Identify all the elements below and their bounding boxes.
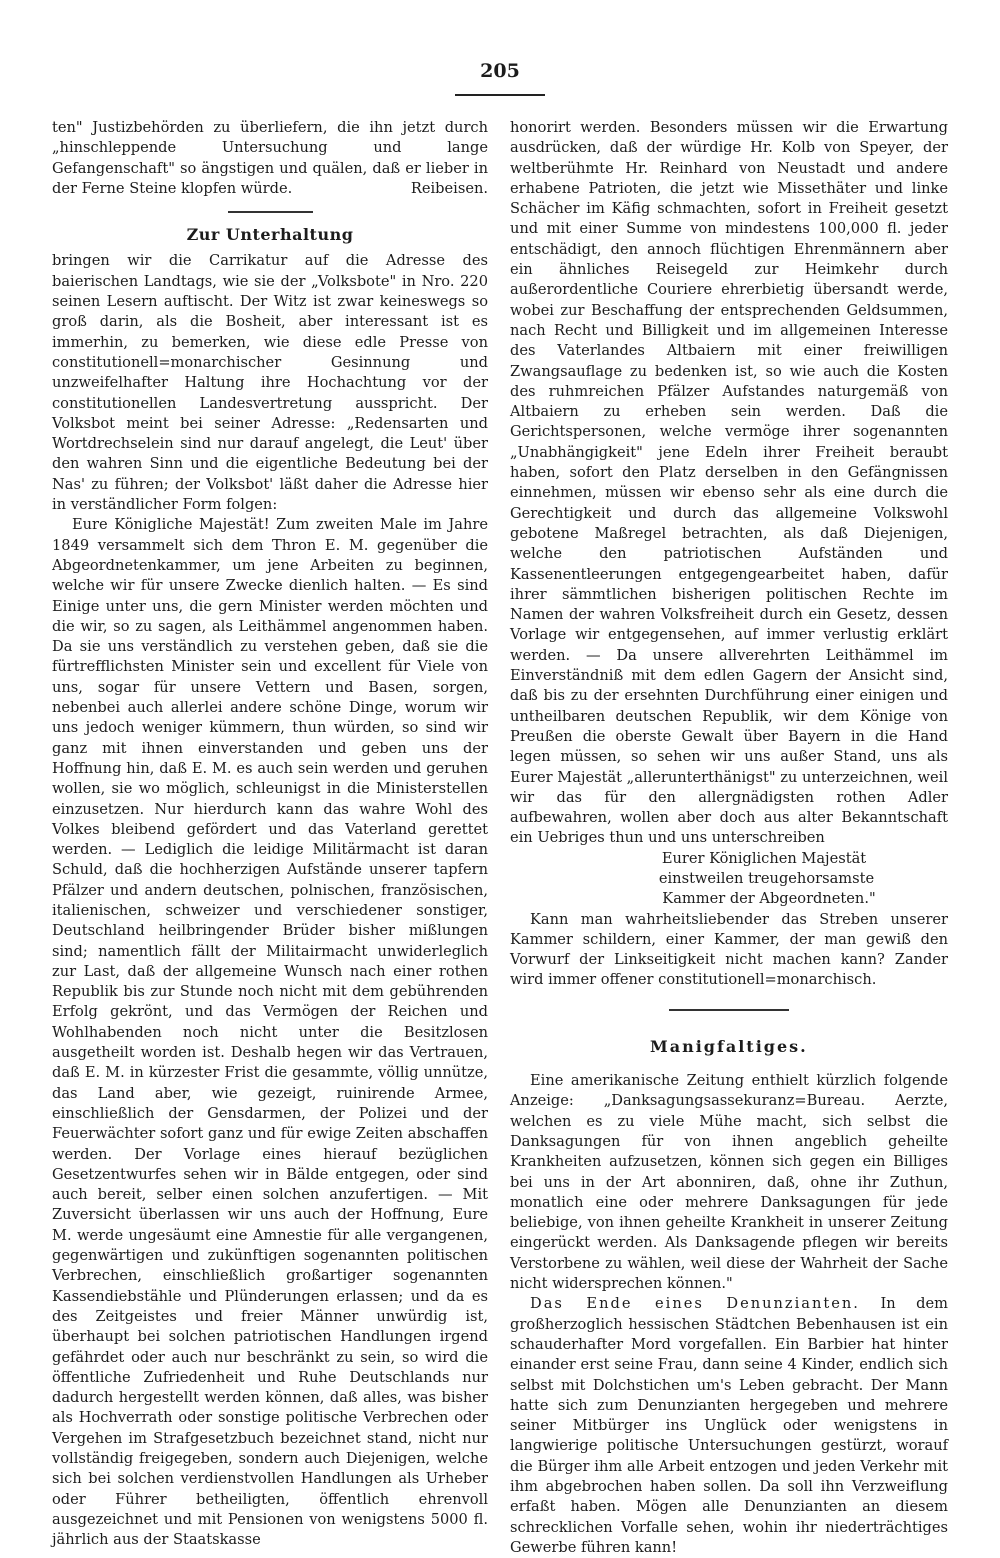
manigfaltiges-paragraph-1: Eine amerikanische Zeitung enthielt kürzlich folgende Anzeige: „Danksagungsassekuranz=Bureau. Aerzte, welchen es zu viele Mühe macht, sich selbst die Danksagungen für von ihnen angeblich geheilte Krankheiten aufzusetzen, können sich gegen ein Billiges bei uns in der Art abonniren, daß, ohne ihr Zuthun, monatlich eine oder mehrere Danksagungen für jede beliebige, von ihnen geheilte Krankheit in unserer Zeitung eingerückt werden. Als Danksagende pflegen wir bereits Verstorbene zu wählen, weil diese der Wahrheit der Sache nicht widersprechen können." xyxy=(510,1072,948,1293)
unterhaltung-paragraph-1: bringen wir die Carrikatur auf die Adresse des baierischen Landtags, wie sie der „Volksbote" in Nro. 220 seinen Lesern auftischt. Der Witz ist zwar keineswegs so groß darin, als die Bosheit, aber interessant ist es immerhin, zu bemerken, wie diese edle Presse von constitutionell=monarchischer Gesinnung und unzweifelhafter Haltung ihre Hochachtung vor der constitutionellen Landesvertretung ausspricht. Der Volksbot meint bei seiner Adresse: „Redensarten und Wortdrechselein sind nur darauf angelegt, die Leut' über den wahren Sinn und die eigentliche Bedeutung bei der Nas' zu führen; der Volksbot' läßt daher die Adresse hier in verständlicher Form folgen: xyxy=(52,252,488,514)
intro-text: ten" Justizbehörden zu überliefern, die ihn jetzt durch „hinschleppende Untersuchung und lange Gefangenschaft" so ängstigen und quälen, daß er lieber in der Ferne Steine klopfen würde. xyxy=(52,119,488,197)
denunziant-text: In dem großherzoglich hessischen Städtchen Bebenhausen ist ein schauderhafter Mord vorgefallen. Ein Barbier hat hinter einander erst seine Frau, dann seine 4 Kinder, endlich sich selbst mit Dolchstichen um's Leben gebracht. Der Mann hatte sich zum Denunzianten hergegeben und mehrere seiner Mitbürger ins Unglück oder wenigstens in langwierige politische Untersuchungen gestürzt, worauf die Bürger ihm alle Arbeit entzogen und jeden Verkehr mit ihm abgebrochen haben sollen. Da soll ihn Verzweiflung erfaßt haben. Mögen alle Denunzianten an diesem schrecklichen Vorfalle sehen, wohin ihr niederträchtiges Gewerbe führen kann! xyxy=(510,1295,948,1556)
right-column xyxy=(510,118,948,1558)
page-number-rule xyxy=(455,94,545,96)
unterhaltung-paragraph-2: Eure Königliche Majestät! Zum zweiten Male im Jahre 1849 versammelt sich dem Thron E. M. gegenüber die Abgeordnetenkammer, um jene Arbeiten zu beginnen, welche wir für unsere Zwecke dienlich halten. — Es sind Einige unter uns, die gern Minister werden möchten und die wir, so zu sagen, als Leithämmel angenommen haben. Da sie uns verständlich zu verstehen geben, daß sie die fürtrefflichsten Minister sein und excellent für Viele von uns, sogar für unsere Vettern und Basen, sorgen, nebenbei auch allerlei andere schöne Dinge, worum wir uns jedoch weniger kümmern, thun würden, so sind wir ganz mit ihnen einverstanden und geben uns der Hoffnung hin, daß E. M. es auch sein werden und geruhen wollen, sie wo möglich, schleunigst in die Ministerstellen einzusetzen. Nur hierdurch kann das wahre Wohl des Volkes bleibend gefördert und das Vaterland gerettet werden. — Lediglich die leidige Militärmacht ist daran Schuld, daß die hochherzigen Aufstände unserer tapfern Pfälzer und andern deutschen, polnischen, französischen, italienischen, schweizer und verschiedener sonstiger, Deutschland heilbringender Brüder bisher mißlungen sind; namentlich fällt der Militairmacht unwiderleglich zur Last, daß der allgemeine Wunsch nach einer rothen Republik bis zur Stunde noch nicht mit dem gebührenden Erfolg gekrönt, und das Vermögen der Reichen und Wohlhabenden noch nicht unter die Besitzlosen ausgetheilt worden ist. Deshalb hegen wir das Vertrauen, daß E. M. in kürzester Frist die gesammte, völlig unnütze, das Land aber, wie gezeigt, ruinirende Armee, einschließlich der Gensdarmen, der Polizei und der Feuerwächter sofort ganz und für ewige Zeiten abschaffen werden. Der Vorlage eines hierauf bezüglichen Gesetzentwurfes sehen wir in Bälde entgegen, oder sind auch bereit, selber einen solchen anzufertigen. — Mit Zuversicht überlassen wir uns auch der Hoffnung, Eure M. werde ungesäumt eine Amnestie für alle vergangenen, gegenwärtigen und zukünftigen sogenannten politischen Verbrechen, einschließlich großartiger sogenannten Kassendiebstähle und Plünderungen erlassen; und da es des Zeitgeistes und freier Männer unwürdig ist, überhaupt bei solchen patriotischen Handlungen irgend gefährdet oder auch nur beschränkt zu sein, so wird die öffentliche Zufriedenheit und Ruhe Deutschlands nur dadurch hergestellt werden können, daß alles, was bisher als Hochverrath oder sonstige politische Verbrechen oder Vergehen im Strafgesetzbuch bezeichnet stand, nicht nur vollständig freigegeben, sondern auch Diejenigen, welche sich bei solchen verdienstvollen Handlungen als Urheber oder Führer betheiligten, öffentlich ehrenvoll ausgezeichnet und mit Pensionen von wenigstens 5000 fl. jährlich aus der Staatskasse xyxy=(52,516,488,1549)
closing-line-3: Kammer der Abgeordneten." xyxy=(662,890,876,908)
page-number: 205 xyxy=(480,60,520,82)
closing-line-1: Eurer Königlichen Majestät xyxy=(661,849,867,867)
closing-line-2: einstweilen treugehorsamste xyxy=(658,869,875,887)
section-divider xyxy=(228,211,313,213)
continued-paragraph: honorirt werden. Besonders müssen wir die Erwartung ausdrücken, daß der würdige Hr. Kolb von Speyer, der weltberühmte Hr. Reinhard von Neustadt und andere erhabene Patrioten, die jetzt wie Missethäter und linke Schächer im Käfig schmachten, sofort in Freiheit gesetzt und mit einer Summe von mindestens 100,000 fl. jeder entschädigt, den annoch flüchtigen Ehrenmännern aber ein ähnliches Reisegeld zur Heimkehr durch außerordentliche Couriere ehrerbietig übersandt werde, wobei zur Beschaffung der entsprechenden Geldsummen, nach Recht und Billigkeit und im allgemeinen Interesse des Vaterlandes Altbaiern mit einer freiwilligen Zwangsauflage zu bedenken ist, so wie auch die Kosten des ruhmreichen Pfälzer Aufstandes naturgemäß von Altbaiern zu erheben sein werden. Daß die Gerichtspersonen, welche vermöge ihrer sogenannten „Unabhängigkeit" jene Edeln ihrer Freiheit beraubt haben, sofort den Platz derselben in den Gefängnissen einnehmen, müssen wir ebenso sehr als eine durch die Gerechtigkeit und durch das allgemeine Volkswohl gebotene Maßregel betrachten, als daß Diejenigen, welche den patriotischen Aufständen und Kassenentleerungen entgegengearbeitet haben, dafür ihrer sämmtlichen bisherigen politischen Rechte im Namen der wahren Volksfreiheit durch ein Gesetz, dessen Vorlage wir entgegensehen, auf immer verlustig erklärt werden. — Da unsere allverehrten Leithämmel im Einverständniß mit dem edlen Gagern der Ansicht sind, daß bis zu der ersehnten Durchführung einer einigen und untheilbaren deutschen Republik, wir dem Könige von Preußen die oberste Gewalt über Bayern in die Hand legen müssen, so sehen wir uns außer Stand, uns als Eurer Majestät „allerunterthänigst" zu unterzeichnen, weil wir das für den allergnädigsten rothen Adler aufbewahren, wollen aber doch aus alter Bekanntschaft ein Uebriges thun und uns unterschreiben xyxy=(510,119,948,847)
intro-signature: Reibeisen. xyxy=(410,179,488,197)
commentary-paragraph: Kann man wahrheitsliebender das Streben unserer Kammer schildern, einer Kammer, der man gewiß den Vorwurf der Linkseitigkeit nicht machen kann? Zander wird immer offener constitutionell=monarchisch. xyxy=(510,910,948,989)
intro-paragraph xyxy=(52,118,488,199)
section-heading-manigfaltiges: Manigfaltiges. xyxy=(650,1036,808,1056)
denunziant-title: Das Ende eines Denunzianten. xyxy=(530,1295,860,1313)
denunziant-paragraph xyxy=(510,1294,948,1558)
left-column xyxy=(52,118,488,1550)
section-heading-unterhaltung: Zur Unterhaltung xyxy=(186,225,354,245)
section-divider xyxy=(669,1009,789,1011)
